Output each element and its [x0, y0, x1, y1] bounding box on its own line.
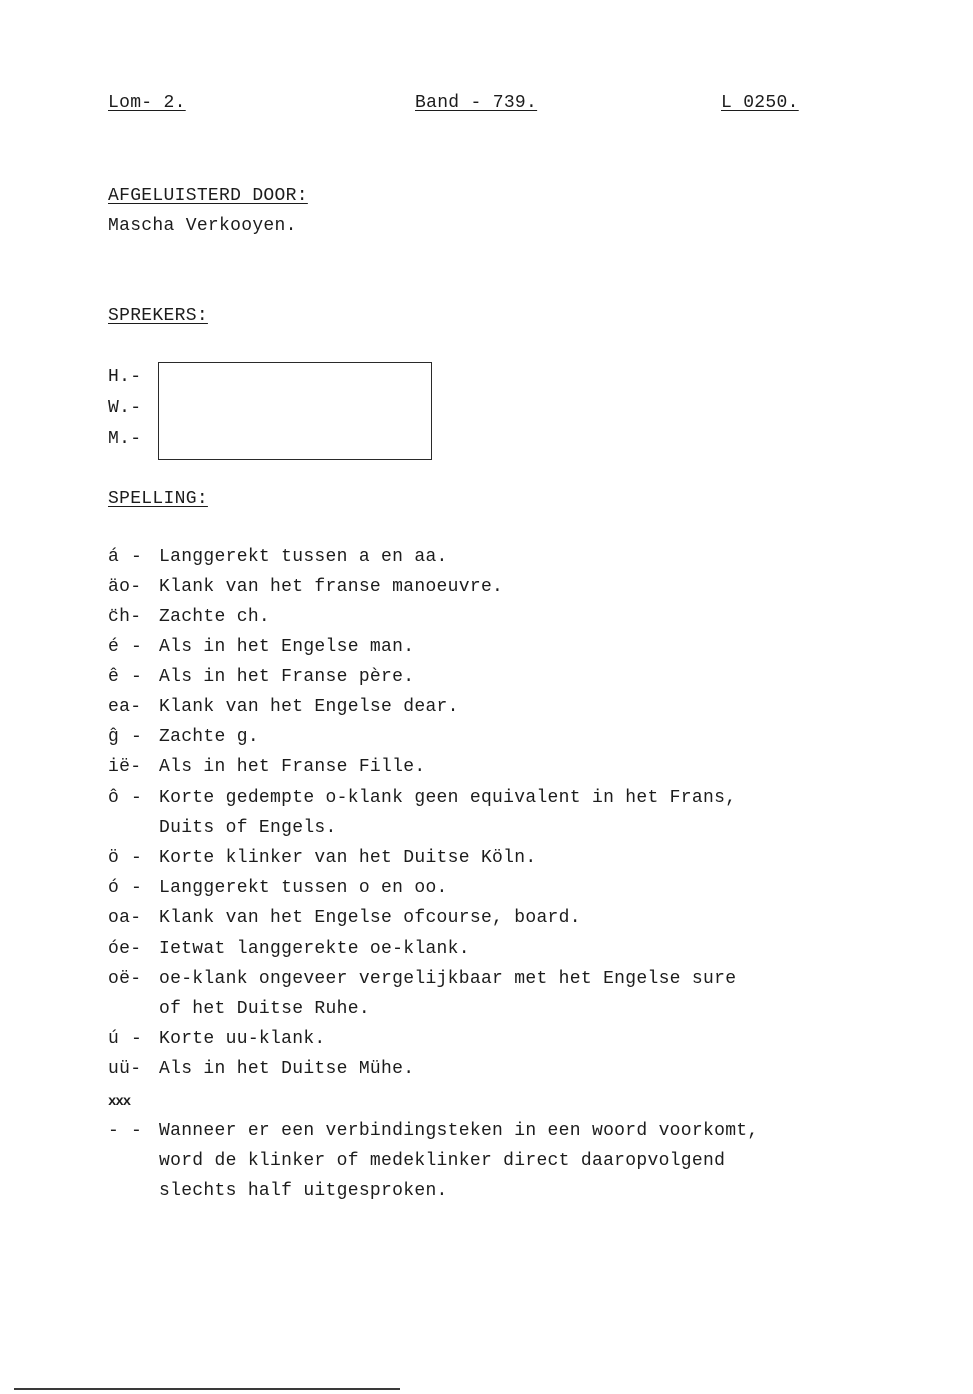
spelling-dash: -	[131, 727, 143, 747]
spelling-desc: Langgerekt tussen a en aa.	[159, 547, 448, 567]
spelling-symbol: óe-	[108, 939, 142, 959]
note-line: word de klinker of medeklinker direct daaropvolgend	[159, 1151, 726, 1171]
spelling-desc: Ietwat langgerekte oe-klank.	[159, 939, 470, 959]
spelling-desc-cont: of het Duitse Ruhe.	[159, 999, 370, 1019]
spelling-desc: Zachte ch.	[159, 607, 271, 627]
speakers-title: SPREKERS:	[108, 306, 208, 326]
spelling-dash: -	[131, 1029, 143, 1049]
spelling-dash: -	[131, 547, 143, 567]
spelling-desc: Klank van het Engelse ofcourse, board.	[159, 908, 581, 928]
listened-by-title: AFGELUISTERD DOOR:	[108, 186, 308, 206]
spelling-desc: Korte uu-klank.	[159, 1029, 326, 1049]
spelling-desc: Als in het Engelse man.	[159, 637, 415, 657]
spelling-symbol: ea-	[108, 697, 142, 717]
spelling-dash: -	[131, 637, 143, 657]
spelling-desc: Als in het Duitse Mühe.	[159, 1059, 415, 1079]
spelling-symbol: á	[108, 547, 120, 567]
separator-mark: xxx	[108, 1094, 131, 1110]
spelling-desc: Klank van het franse manoeuvre.	[159, 577, 504, 597]
spelling-dash: -	[131, 667, 143, 687]
spelling-title: SPELLING:	[108, 489, 208, 509]
footer-rule	[14, 1388, 400, 1390]
spelling-desc: Korte klinker van het Duitse Köln.	[159, 848, 537, 868]
listened-by-name: Mascha Verkooyen.	[108, 216, 297, 236]
spelling-symbol: ië-	[108, 757, 142, 777]
spelling-symbol: ú	[108, 1029, 120, 1049]
header-right: L 0250.	[721, 93, 799, 113]
spelling-symbol: äo-	[108, 577, 142, 597]
header-left: Lom- 2.	[108, 93, 186, 113]
speakers-box	[158, 362, 432, 460]
spelling-desc: Als in het Franse père.	[159, 667, 415, 687]
spelling-dash: -	[131, 848, 143, 868]
spelling-symbol: ó	[108, 878, 120, 898]
spelling-symbol: ê	[108, 667, 120, 687]
spelling-desc: Als in het Franse Fille.	[159, 757, 426, 777]
spelling-desc: Korte gedempte o-klank geen equivalent in het Frans,	[159, 788, 737, 808]
spelling-desc: Zachte g.	[159, 727, 259, 747]
spelling-symbol: ö	[108, 848, 120, 868]
note-dash: -	[131, 1121, 143, 1141]
spelling-symbol: é	[108, 637, 120, 657]
spelling-symbol: ĝ	[108, 727, 120, 747]
note-line: Wanneer er een verbindingsteken in een woord voorkomt,	[159, 1121, 759, 1141]
speaker-m: M.-	[108, 429, 142, 449]
note-symbol: -	[108, 1121, 120, 1141]
spelling-dash: -	[131, 788, 143, 808]
spelling-desc: Klank van het Engelse dear.	[159, 697, 459, 717]
speaker-h: H.-	[108, 367, 142, 387]
spelling-symbol: oë-	[108, 969, 142, 989]
spelling-symbol: oa-	[108, 908, 142, 928]
spelling-symbol: uü-	[108, 1059, 142, 1079]
spelling-desc: Langgerekt tussen o en oo.	[159, 878, 448, 898]
spelling-desc-cont: Duits of Engels.	[159, 818, 337, 838]
spelling-symbol: c̈h-	[108, 607, 142, 627]
spelling-dash: -	[131, 878, 143, 898]
spelling-desc: oe-klank ongeveer vergelijkbaar met het Engelse sure	[159, 969, 737, 989]
spelling-symbol: ô	[108, 788, 120, 808]
header-middle: Band - 739.	[415, 93, 538, 113]
note-line: slechts half uitgesproken.	[159, 1181, 448, 1201]
speaker-w: W.-	[108, 398, 142, 418]
